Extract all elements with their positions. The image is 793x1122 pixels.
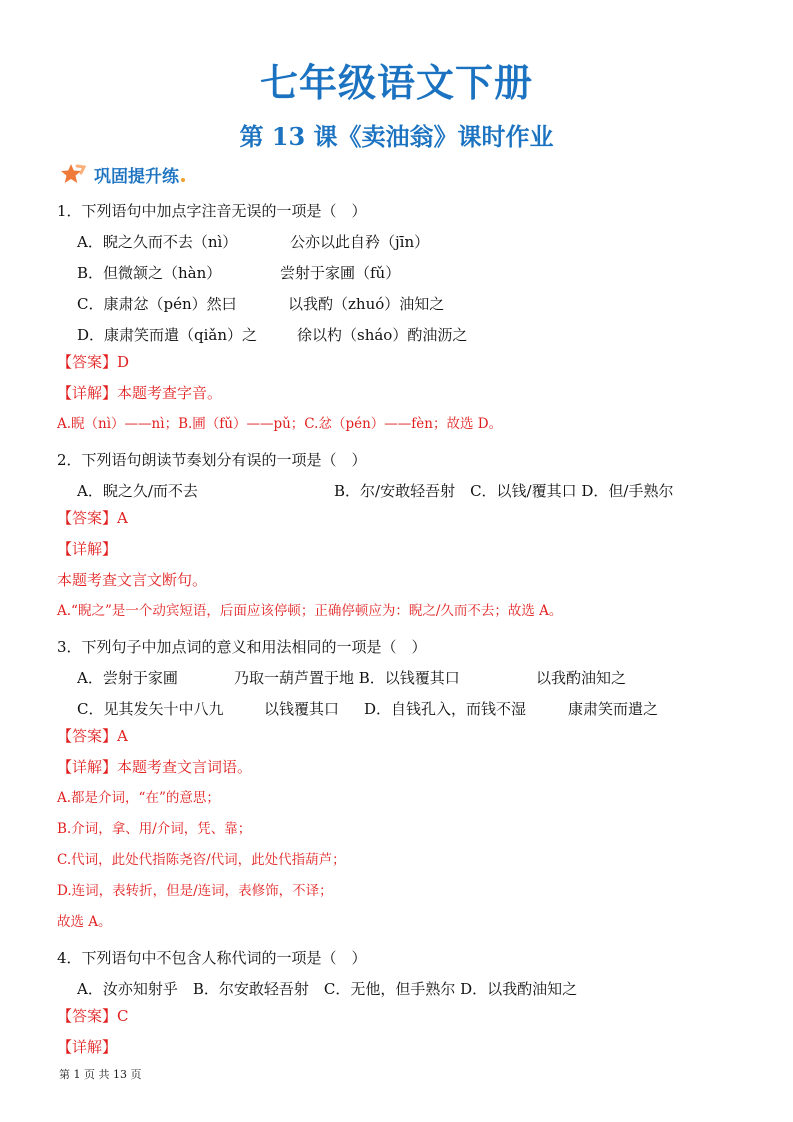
q2-stem: 2．下列语句朗读节奏划分有误的一项是（ ） [57,451,367,469]
q3-explain-b: B.介词，拿、用/介词，凭、靠； [57,821,252,837]
q3-c-part2: 以钱覆其口 [264,700,340,718]
star-icon [60,163,86,185]
q3-explain-c: C.代词，此处代指陈尧咨/代词，此处代指葫芦； [57,852,346,868]
q3-a-part2: 乃取一葫芦置于地 B．以钱覆其口 [234,669,460,687]
q1-option-a [77,232,237,252]
q3-explain-a: A.都是介词，“在”的意思； [57,790,220,806]
q2-answer: 【答案】A [57,509,128,527]
q2-explain-line2: A.“睨之”是一个动宾短语，后面应该停顿；正确停顿应为：睨之/久而不去；故选 A。 [57,603,563,619]
q1-b-part1: B．但微颔之（hàn） [77,264,222,282]
q1-a-part2: 公亦以此自矜（jīn） [290,233,430,251]
q1-explanation: A.睨（nì）——nì；B.圃（fǔ）——pǔ；C.忿（pén）——fèn；故选 D。 [57,416,503,432]
page-footer: 第 1 页 共 13 页 [59,1068,142,1081]
q2-detail: 【详解】 [57,540,118,558]
section-label: 巩固提升练 [94,166,179,187]
q4-stem: 4．下列语句中不包含人称代词的一项是（ ） [57,949,367,967]
q2-option-a: A．睨之久/而不去 [77,482,198,500]
q1-stem: 1．下列语句中加点字注音无误的一项是（ ） [57,202,367,220]
q3-explain-d: D.连词，表转折，但是/连词，表修饰，不译； [57,883,333,899]
page-title: 七年级语文下册 [259,61,533,105]
q3-d-part1: D．自钱孔入，而钱不湿 [364,700,527,718]
q3-explain-conclusion: 故选 A。 [57,914,112,930]
q2-explain-line1: 本题考查文言文断句。 [57,571,208,589]
q1-detail: 【详解】本题考查字音。 [57,384,223,402]
q3-b-part2: 以我酌油知之 [536,669,627,687]
q1-c-part1: C．康肃忿（pén）然曰 [77,295,237,313]
q3-answer: 【答案】A [57,727,128,745]
q2-options-bcd: B．尔/安敢轻吾射 C．以钱/覆其口 D．但/手熟尔 [334,482,674,500]
q3-a-part1: A．尝射于家圃 [77,669,178,687]
q4-options: A．汝亦知射乎 B．尔安敢轻吾射 C．无他，但手熟尔 D．以我酌油知之 [77,980,578,998]
q1-b-part2: 尝射于家圃（fǔ） [280,264,401,282]
q1-answer: 【答案】D [57,353,130,371]
q3-stem: 3．下列句子中加点词的意义和用法相同的一项是（ ） [57,638,427,656]
page-subtitle: 第 13 课《卖油翁》课时作业 [239,122,554,151]
q3-d-part2: 康肃笑而遣之 [568,700,659,718]
q4-answer: 【答案】C [57,1007,129,1025]
q3-detail: 【详解】本题考查文言词语。 [57,758,253,776]
section-dot [181,178,185,182]
q1-d-part1: D．康肃笑而遣（qiǎn）之 [77,326,258,344]
q1-c-part2: 以我酌（zhuó）油知之 [288,295,445,313]
q4-detail: 【详解】 [57,1038,118,1056]
q1-a-part1: A．睨之久而不去（nì） [77,233,238,251]
section-heading [60,160,185,188]
q1-d-part2: 徐以杓（sháo）酌油沥之 [297,326,468,344]
q3-c-part1: C．见其发矢十中八九 [77,700,224,718]
